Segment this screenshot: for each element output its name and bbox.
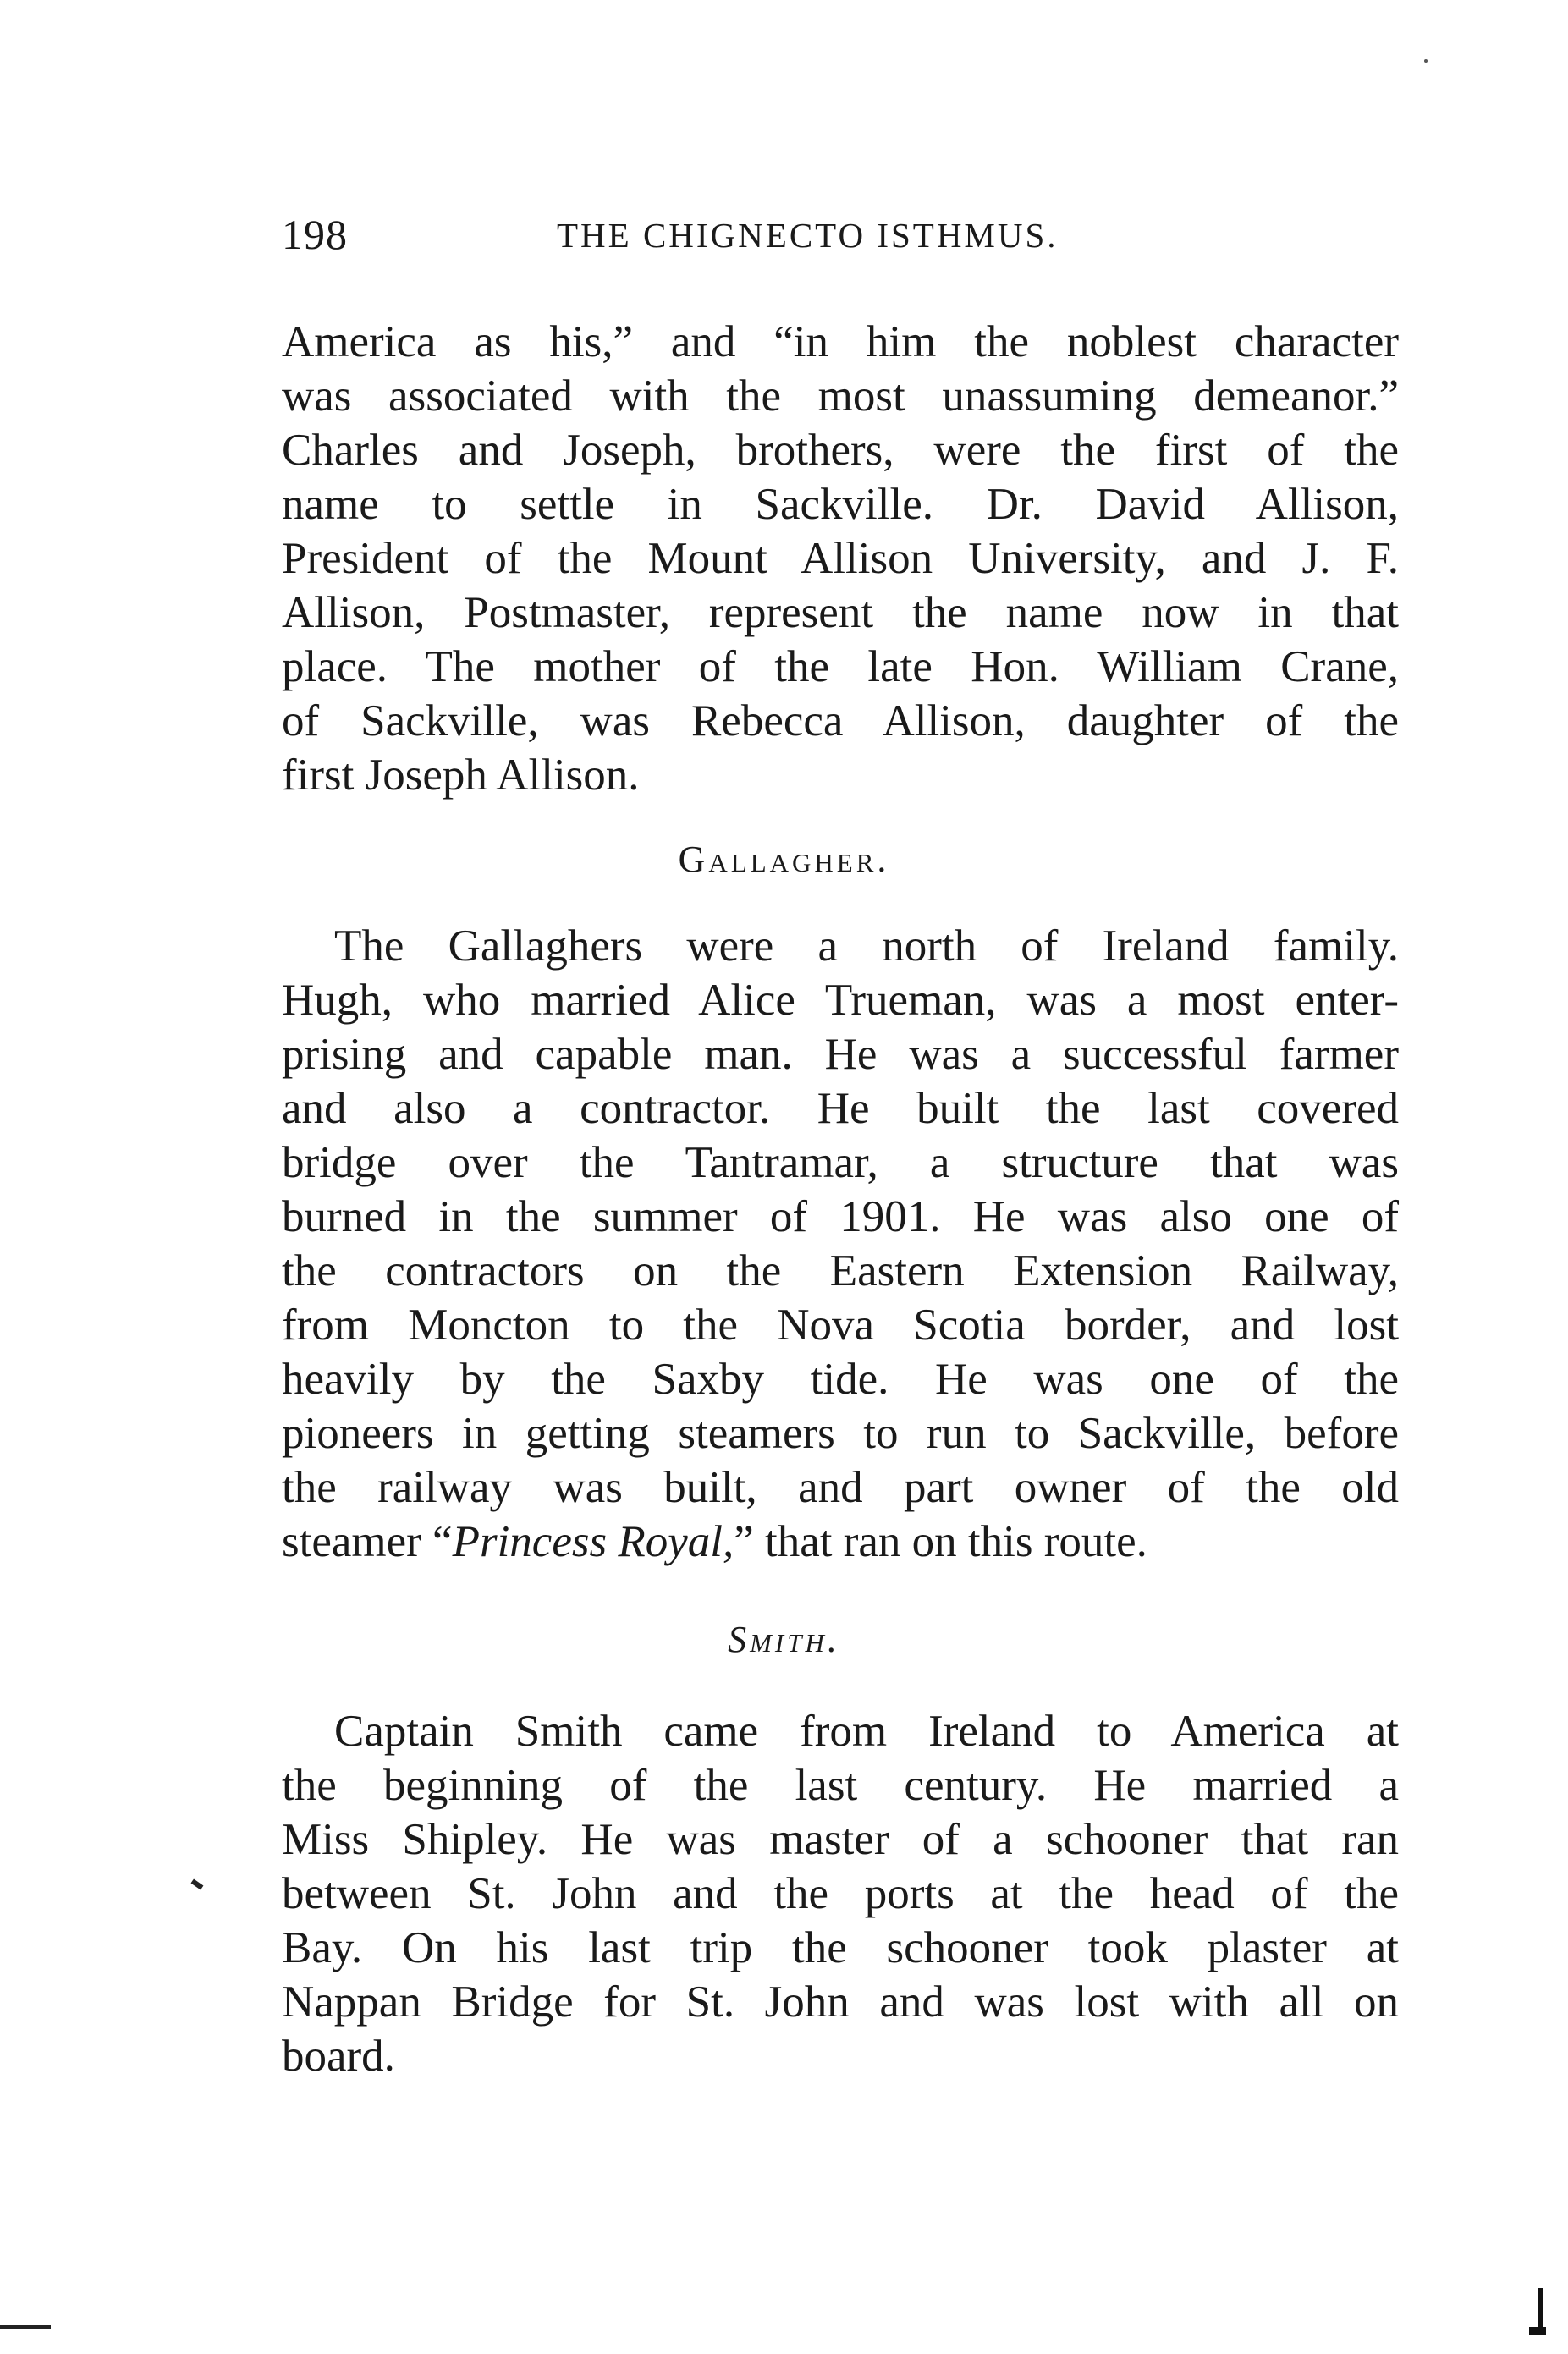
text-line: bridge over the Tantramar, a structure that was [282,1138,1399,1187]
text-line: The Gallaghers were a north of Ireland family. [334,921,1399,971]
text-fragment: steamer “ [282,1517,453,1566]
page-number: 198 [282,211,348,258]
text-line [282,1515,1399,1569]
text-line: from Moncton to the Nova Scotia border, and lost [282,1301,1399,1350]
text-line: first Joseph Allison. [282,751,640,800]
text-line: Charles and Joseph, brothers, were the first of the [282,426,1399,475]
text-line: Nappan Bridge for St. John and was lost with all on [282,1977,1399,2027]
running-head [282,210,1407,261]
text-line: and also a contractor. He built the last covered [282,1084,1399,1133]
text-line: Hugh, who married Alice Trueman, was a most enter- [282,976,1399,1025]
running-title: THE CHIGNECTO ISTHMUS. [557,216,1059,255]
scan-speck [1424,59,1428,63]
text-line: board. [282,2032,395,2081]
section-heading-gallagher: Gallagher. [678,839,890,880]
scan-edge-mark [0,2325,51,2329]
text-line: heavily by the Saxby tide. He was one of the [282,1355,1399,1404]
text-line: name to settle in Sackville. Dr. David Allison, [282,480,1399,529]
text-line: the contractors on the Eastern Extension Railway, [282,1246,1399,1295]
text-line: President of the Mount Allison University, and J. F. [282,534,1399,583]
text-line: Bay. On his last trip the schooner took plaster at [282,1923,1399,1972]
text-line: Allison, Postmaster, represent the name now in that [282,588,1399,637]
margin-tick-mark [191,1879,204,1890]
scan-corner-mark [1529,2285,1546,2335]
section-heading-smith: Smith. [728,1619,840,1660]
text-line: Miss Shipley. He was master of a schooner that ran [282,1815,1399,1864]
text-line: was associated with the most unassuming demeanor.” [282,371,1399,421]
text-line: burned in the summer of 1901. He was also one of [282,1192,1399,1241]
ship-name: Princess Royal, [452,1517,734,1566]
text-line: prising and capable man. He was a successful farmer [282,1030,1399,1079]
text-line: the railway was built, and part owner of the old [282,1463,1399,1512]
text-line: the beginning of the last century. He married a [282,1761,1399,1810]
text-line: place. The mother of the late Hon. William Crane, [282,642,1399,691]
text-line: pioneers in getting steamers to run to Sackville, before [282,1409,1399,1458]
text-line: of Sackville, was Rebecca Allison, daughter of the [282,696,1399,745]
text-line: America as his,” and “in him the noblest character [282,317,1399,366]
text-line: Captain Smith came from Ireland to America at [334,1707,1399,1756]
text-fragment: ” that ran on this route. [734,1517,1147,1566]
text-line: between St. John and the ports at the head of the [282,1869,1399,1918]
